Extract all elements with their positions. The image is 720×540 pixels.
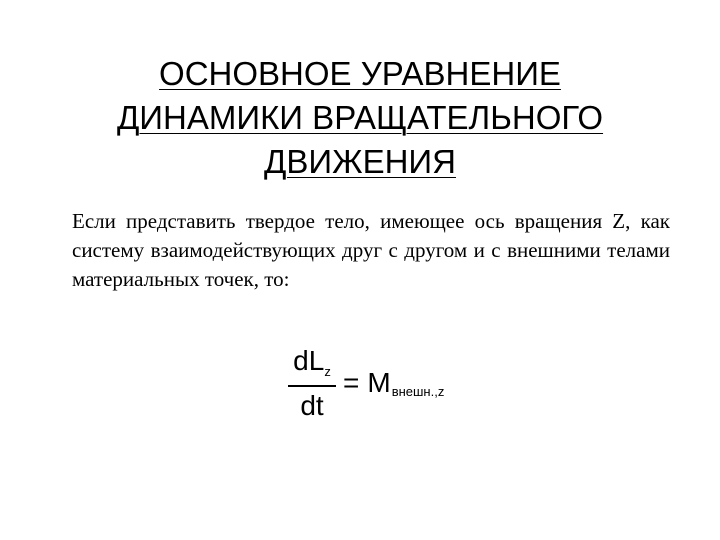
title-line-2: ДИНАМИКИ ВРАЩАТЕЛЬНОГО bbox=[116, 99, 604, 136]
title-line-1: ОСНОВНОЕ УРАВНЕНИЕ bbox=[159, 55, 561, 92]
moment-subscript: внешн.,z bbox=[391, 383, 445, 399]
numerator-main: dL bbox=[293, 345, 325, 376]
moment-symbol: M bbox=[367, 367, 391, 399]
numerator-subscript: z bbox=[324, 364, 331, 379]
slide-title bbox=[0, 52, 720, 184]
body-paragraph: Если представить твердое тело, имеющее ось вращения Z, как систему взаимодействующих друг с другом и с внешними телами материальных точек, то: bbox=[72, 209, 670, 291]
equals-sign: = bbox=[343, 367, 360, 399]
fraction-denominator: dt bbox=[300, 389, 324, 421]
equation bbox=[288, 345, 444, 422]
fraction bbox=[288, 345, 336, 422]
fraction-numerator bbox=[293, 345, 331, 382]
title-line-3: ДВИЖЕНИЯ bbox=[264, 143, 456, 180]
fraction-bar bbox=[288, 385, 336, 387]
